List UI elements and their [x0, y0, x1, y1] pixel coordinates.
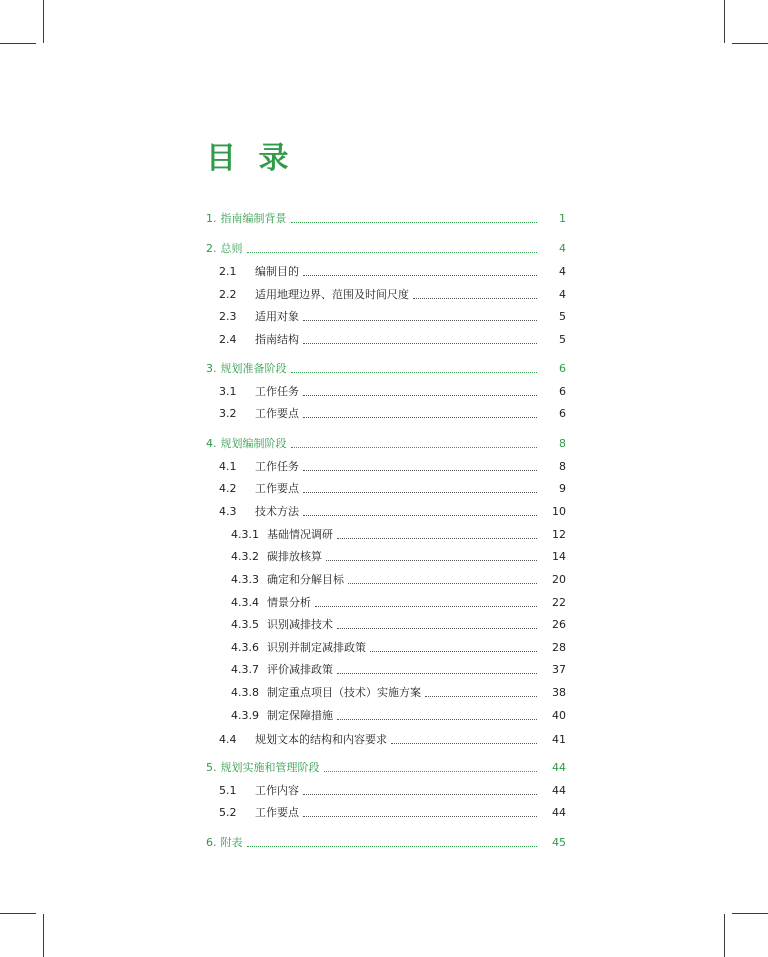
toc-label: 总则	[220, 242, 243, 255]
toc-page: 6	[559, 362, 566, 375]
dot-leader	[303, 395, 537, 396]
toc-subsection-4-3-4[interactable]	[231, 592, 566, 610]
toc-number: 2.2	[219, 288, 237, 301]
toc-page: 12	[552, 528, 566, 541]
dot-leader	[303, 515, 537, 516]
toc-number: 4.3.4	[231, 596, 259, 609]
toc-subsection-4-3-1[interactable]	[231, 524, 566, 542]
toc-number: 4.3.1	[231, 528, 259, 541]
toc-section-2-4[interactable]	[219, 329, 566, 347]
toc-chapter-5[interactable]	[206, 757, 566, 775]
dot-leader	[337, 628, 537, 629]
dot-leader	[337, 673, 537, 674]
toc-label: 碳排放核算	[267, 550, 322, 563]
toc-number: 4.3.3	[231, 573, 259, 586]
toc-label: 规划编制阶段	[220, 437, 287, 450]
toc-page: 10	[552, 505, 566, 518]
toc-number: 3.2	[219, 407, 237, 420]
toc-page: 44	[552, 784, 566, 797]
dot-leader	[348, 583, 537, 584]
toc-number: 4.	[206, 437, 217, 450]
toc-section-4-4[interactable]	[219, 729, 566, 747]
toc-page: 41	[552, 733, 566, 746]
toc-number: 1.	[206, 212, 217, 225]
toc-label: 工作要点	[255, 806, 299, 819]
toc-chapter-6[interactable]	[206, 832, 566, 850]
toc-label: 情景分析	[267, 596, 311, 609]
toc-section-5-2[interactable]	[219, 802, 566, 820]
toc-page: 6	[559, 385, 566, 398]
toc-number: 4.3.7	[231, 663, 259, 676]
dot-leader	[391, 743, 537, 744]
dot-leader	[247, 846, 538, 847]
toc-section-4-3[interactable]	[219, 501, 566, 519]
toc-label: 适用对象	[255, 310, 299, 323]
toc-label: 工作任务	[255, 385, 299, 398]
toc-label: 工作要点	[255, 407, 299, 420]
dot-leader	[337, 538, 537, 539]
toc-section-3-2[interactable]	[219, 403, 566, 421]
toc-page: 20	[552, 573, 566, 586]
dot-leader	[326, 560, 537, 561]
toc-number: 4.2	[219, 482, 237, 495]
toc-number: 4.3.9	[231, 709, 259, 722]
toc-chapter-2[interactable]	[206, 238, 566, 256]
toc-chapter-4[interactable]	[206, 433, 566, 451]
toc-page: 6	[559, 407, 566, 420]
toc-label: 技术方法	[255, 505, 299, 518]
toc-chapter-3[interactable]	[206, 358, 566, 376]
toc-label: 制定重点项目（技术）实施方案	[267, 686, 421, 699]
toc-label: 制定保障措施	[267, 709, 333, 722]
toc-number: 4.3.5	[231, 618, 259, 631]
toc-number: 5.	[206, 761, 217, 774]
toc-number: 2.	[206, 242, 217, 255]
toc-number: 4.3.8	[231, 686, 259, 699]
dot-leader	[303, 275, 537, 276]
dot-leader	[324, 771, 538, 772]
toc-page: 8	[559, 437, 566, 450]
toc-section-5-1[interactable]	[219, 780, 566, 798]
toc-page: 38	[552, 686, 566, 699]
toc-page: 4	[559, 242, 566, 255]
dot-leader	[303, 343, 537, 344]
toc-subsection-4-3-5[interactable]	[231, 614, 566, 632]
toc-number: 4.3.6	[231, 641, 259, 654]
toc-label: 确定和分解目标	[267, 573, 344, 586]
toc-section-2-3[interactable]	[219, 306, 566, 324]
toc-section-3-1[interactable]	[219, 381, 566, 399]
dot-leader	[425, 696, 537, 697]
toc-label: 指南编制背景	[220, 212, 287, 225]
toc-section-2-1[interactable]	[219, 261, 566, 279]
toc-number: 2.4	[219, 333, 237, 346]
toc-page: 1	[559, 212, 566, 225]
dot-leader	[303, 470, 537, 471]
toc-number: 4.1	[219, 460, 237, 473]
toc-subsection-4-3-2[interactable]	[231, 546, 566, 564]
page-title: 目 录	[206, 141, 295, 176]
toc-page: 44	[552, 806, 566, 819]
toc-label: 指南结构	[255, 333, 299, 346]
dot-leader	[413, 298, 537, 299]
toc-section-4-1[interactable]	[219, 456, 566, 474]
dot-leader	[337, 719, 537, 720]
dot-leader	[303, 794, 537, 795]
toc-number: 4.4	[219, 733, 237, 746]
dot-leader	[370, 651, 537, 652]
toc-page: 28	[552, 641, 566, 654]
toc-number: 6.	[206, 836, 217, 849]
toc-page: 14	[552, 550, 566, 563]
toc-number: 4.3.2	[231, 550, 259, 563]
toc-number: 5.2	[219, 806, 237, 819]
toc-number: 2.3	[219, 310, 237, 323]
toc-label: 工作任务	[255, 460, 299, 473]
toc-label: 工作要点	[255, 482, 299, 495]
toc-page: 4	[559, 288, 566, 301]
toc-subsection-4-3-3[interactable]	[231, 569, 566, 587]
toc-number: 5.1	[219, 784, 237, 797]
toc-chapter-1[interactable]	[206, 208, 566, 226]
toc-label: 编制目的	[255, 265, 299, 278]
dot-leader	[247, 252, 538, 253]
dot-leader	[291, 372, 538, 373]
toc-page: 9	[559, 482, 566, 495]
toc-label: 规划文本的结构和内容要求	[255, 733, 387, 746]
toc-number: 3.	[206, 362, 217, 375]
toc-page: 26	[552, 618, 566, 631]
toc-page: 8	[559, 460, 566, 473]
toc-label: 附表	[220, 836, 243, 849]
dot-leader	[291, 222, 538, 223]
toc-subsection-4-3-6[interactable]	[231, 637, 566, 655]
dot-leader	[291, 447, 538, 448]
toc-page: 44	[552, 761, 566, 774]
toc-subsection-4-3-7[interactable]	[231, 659, 566, 677]
toc-label: 评价减排政策	[267, 663, 333, 676]
toc-section-2-2[interactable]	[219, 284, 566, 302]
toc-label: 工作内容	[255, 784, 299, 797]
toc-label: 适用地理边界、范围及时间尺度	[255, 288, 409, 301]
toc-label: 规划实施和管理阶段	[220, 761, 320, 774]
toc-page: 40	[552, 709, 566, 722]
toc-page: 45	[552, 836, 566, 849]
dot-leader	[315, 606, 537, 607]
toc-subsection-4-3-8[interactable]	[231, 682, 566, 700]
toc-page: 5	[559, 333, 566, 346]
toc-page: 4	[559, 265, 566, 278]
dot-leader	[303, 816, 537, 817]
toc-number: 3.1	[219, 385, 237, 398]
toc-number: 4.3	[219, 505, 237, 518]
dot-leader	[303, 417, 537, 418]
dot-leader	[303, 320, 537, 321]
dot-leader	[303, 492, 537, 493]
toc-label: 基础情况调研	[267, 528, 333, 541]
toc-page: 37	[552, 663, 566, 676]
toc-number: 2.1	[219, 265, 237, 278]
toc-section-4-2[interactable]	[219, 478, 566, 496]
toc-label: 识别减排技术	[267, 618, 333, 631]
toc-page: 22	[552, 596, 566, 609]
toc-page: 5	[559, 310, 566, 323]
toc-label: 规划准备阶段	[220, 362, 287, 375]
toc-label: 识别并制定减排政策	[267, 641, 366, 654]
toc-subsection-4-3-9[interactable]	[231, 705, 566, 723]
